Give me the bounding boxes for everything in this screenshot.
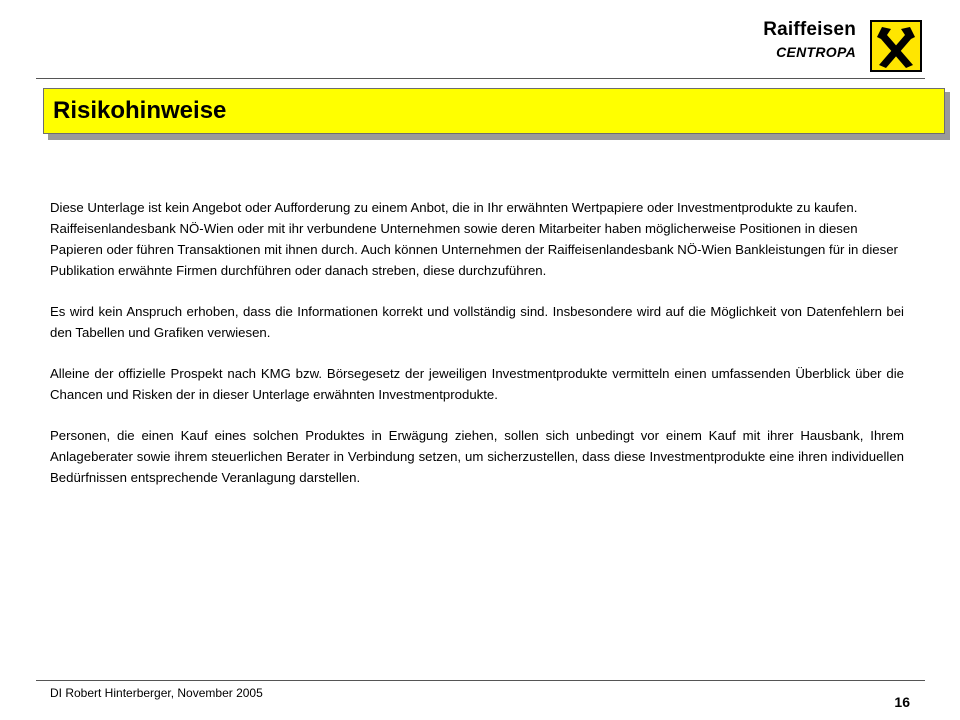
brand-wordmark	[763, 20, 856, 59]
brand-name: Raiffeisen	[763, 19, 856, 40]
disclaimer-body	[50, 197, 904, 508]
title-banner	[43, 88, 945, 134]
disclaimer-paragraph-2: Es wird kein Anspruch erhoben, dass die Informationen korrekt und vollständig sind. Insbesondere wird auf die Möglichkeit von Datenfehlern bei den Tabellen und Grafiken verwiesen.	[50, 304, 904, 340]
brand-subtitle: CENTROPA	[776, 44, 856, 60]
raiffeisen-gable-cross-icon	[870, 20, 922, 72]
page-number: 16	[894, 694, 910, 710]
header-divider	[36, 78, 925, 79]
disclaimer-paragraph-1: Diese Unterlage ist kein Angebot oder Aufforderung zu einem Anbot, die in Ihr erwähnten Wertpapiere oder Investmentprodukte zu kaufen. Raiffeisenlandesbank NÖ-Wien oder mit ihr verbundene Unternehmen sowie deren Mitarbeiter haben möglicherweise Positionen in diesen Papieren oder führen Transaktionen mit ihnen durch. Auch können Unternehmen der Raiffeisenlandesbank NÖ-Wien Bankleistungen für in dieser Publikation erwähnte Firmen durchführen oder danach streben, diese durchzuführen.	[50, 200, 898, 278]
disclaimer-paragraph-4: Personen, die einen Kauf eines solchen Produktes in Erwägung ziehen, sollen sich unbedingt vor einem Kauf mit ihrer Hausbank, Ihrem Anlageberater sowie ihrem steuerlichen Berater in Verbindung setzen, um sicherzustellen, dass diese Investmentprodukte eine ihren individuellen Bedürfnissen entsprechende Veranlagung darstellen.	[50, 428, 904, 485]
footer-author-date: DI Robert Hinterberger, November 2005	[50, 686, 263, 700]
page-title: Risikohinweise	[53, 97, 227, 124]
disclaimer-paragraph-3: Alleine der offizielle Prospekt nach KMG bzw. Börsegesetz der jeweiligen Investmentprodukte vermitteln einen umfassenden Überblick über die Chancen und Risken der in dieser Unterlage erwähnten Investmentprodukte.	[50, 366, 904, 402]
footer-divider	[36, 680, 925, 681]
